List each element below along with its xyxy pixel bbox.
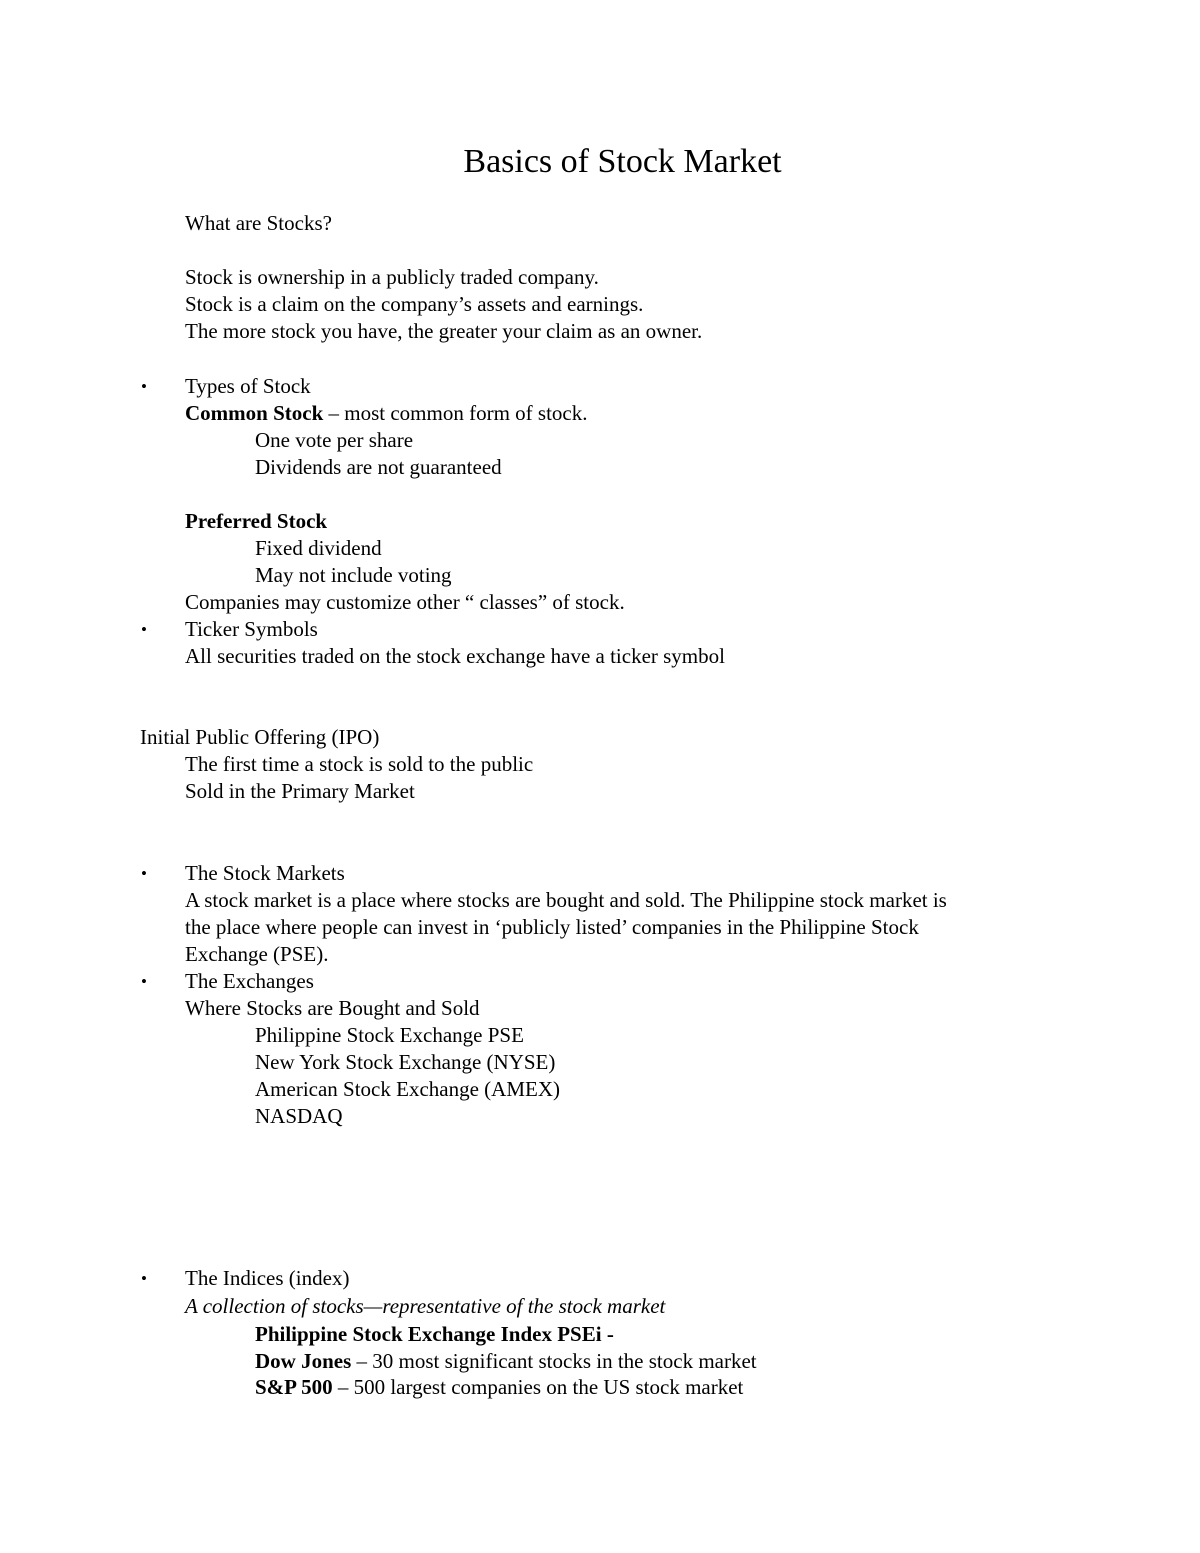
- dow-jones-text: – 30 most significant stocks in the stock market: [351, 1349, 757, 1373]
- dow-jones-label: Dow Jones: [255, 1349, 352, 1373]
- sub-item: One vote per share: [255, 428, 414, 452]
- body-line: The first time a stock is sold to the public: [185, 752, 534, 776]
- section-heading-indices: The Indices (index): [185, 1266, 350, 1290]
- sub-item: May not include voting: [255, 563, 452, 587]
- body-line: Exchange (PSE).: [185, 942, 329, 966]
- preferred-stock-bold: Preferred Stock: [185, 509, 328, 533]
- psei-label: Philippine Stock Exchange Index PSEi -: [255, 1322, 614, 1346]
- section-heading-stock-markets: The Stock Markets: [185, 861, 345, 885]
- body-line: Companies may customize other “ classes” of stock.: [185, 590, 625, 614]
- bullet-marker: •: [141, 864, 147, 883]
- sp500-label: S&P 500: [255, 1375, 333, 1399]
- body-line: the place where people can invest in ‘publicly listed’ companies in the Philippine Stock: [185, 915, 919, 939]
- section-heading-what-are-stocks: What are Stocks?: [185, 211, 332, 235]
- common-stock-line: [185, 400, 588, 427]
- body-line: All securities traded on the stock exchange have a ticker symbol: [185, 644, 725, 668]
- section-heading-ipo: Initial Public Offering (IPO): [140, 725, 380, 749]
- index-item-psei: [255, 1321, 614, 1348]
- indices-description-italic: A collection of stocks—representative of the stock market: [185, 1294, 666, 1318]
- index-item-sp500: [255, 1374, 743, 1401]
- index-item-dow-jones: [255, 1348, 757, 1375]
- common-stock-label: Common Stock: [185, 401, 324, 425]
- body-line: Stock is a claim on the company’s assets and earnings.: [185, 292, 644, 316]
- body-line: Stock is ownership in a publicly traded company.: [185, 265, 599, 289]
- exchange-item: New York Stock Exchange (NYSE): [255, 1050, 556, 1074]
- indices-description: [185, 1293, 665, 1320]
- sub-item: Fixed dividend: [255, 536, 382, 560]
- exchange-item: Philippine Stock Exchange PSE: [255, 1023, 524, 1047]
- body-line: The more stock you have, the greater your claim as an owner.: [185, 319, 703, 343]
- section-heading-exchanges: The Exchanges: [185, 969, 314, 993]
- sp500-text: – 500 largest companies on the US stock market: [332, 1375, 744, 1399]
- body-line: A stock market is a place where stocks are bought and sold. The Philippine stock market is: [185, 888, 947, 912]
- preferred-stock-label: [185, 508, 327, 535]
- bullet-marker: •: [141, 620, 147, 639]
- sub-item: Dividends are not guaranteed: [255, 455, 502, 479]
- bullet-marker: •: [141, 377, 147, 396]
- document-title: Basics of Stock Market: [463, 143, 782, 180]
- section-heading-types-of-stock: Types of Stock: [185, 374, 311, 398]
- body-line: Sold in the Primary Market: [185, 779, 415, 803]
- common-stock-text: – most common form of stock.: [323, 401, 588, 425]
- exchange-item: American Stock Exchange (AMEX): [255, 1077, 560, 1101]
- bullet-marker: •: [141, 1269, 147, 1288]
- exchange-item: NASDAQ: [255, 1104, 343, 1128]
- body-line: Where Stocks are Bought and Sold: [185, 996, 480, 1020]
- bullet-marker: •: [141, 972, 147, 991]
- section-heading-ticker-symbols: Ticker Symbols: [185, 617, 318, 641]
